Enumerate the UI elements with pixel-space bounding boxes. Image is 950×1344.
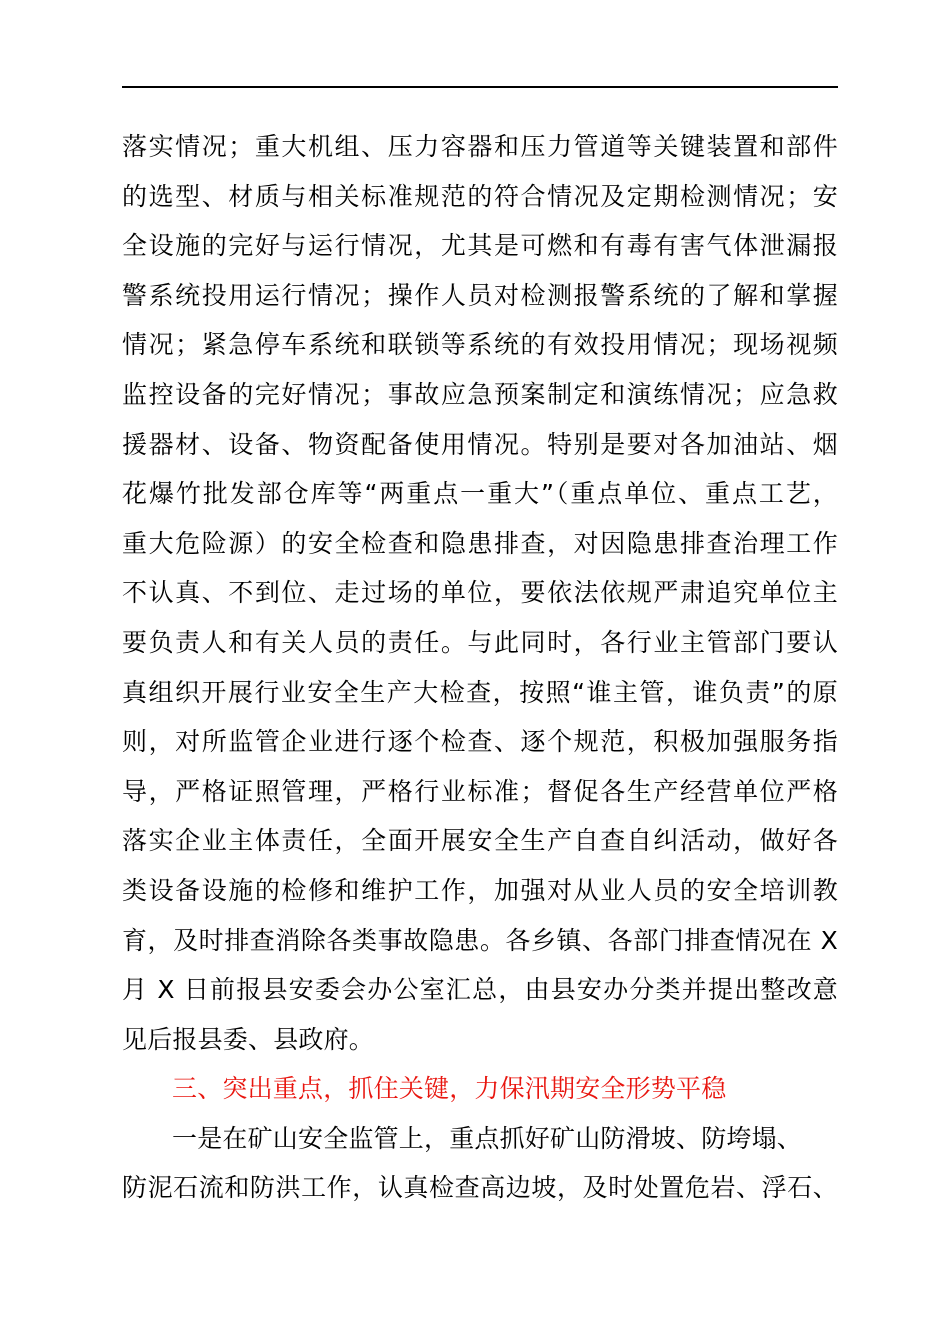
paragraph-line: 月 X 日前报县安委会办公室汇总，由县安办分类并提出整改意 — [122, 975, 838, 1005]
paragraph-line: 援器材、设备、物资配备使用情况。特别是要对各加油站、烟 — [122, 429, 838, 459]
paragraph-line: 监控设备的完好情况；事故应急预案制定和演练情况；应急救 — [122, 379, 838, 409]
section-heading: 三、突出重点，抓住关键，力保汛期安全形势平稳 — [172, 1074, 727, 1104]
paragraph-line: 不认真、不到位、走过场的单位，要依法依规严肃追究单位主 — [122, 578, 838, 608]
paragraph-2 — [122, 1114, 838, 1213]
paragraph-line: 重大危险源）的安全检查和隐患排查，对因隐患排查治理工作 — [122, 528, 838, 558]
paragraph-line: 见后报县委、县政府。 — [122, 1024, 375, 1054]
paragraph-line: 则，对所监管企业进行逐个检查、逐个规范，积极加强服务指 — [122, 727, 838, 757]
header-rule — [122, 86, 838, 88]
paragraph-line: 的选型、材质与相关标准规范的符合情况及定期检测情况；安 — [122, 181, 838, 211]
paragraph-line: 警系统投用运行情况；操作人员对检测报警系统的了解和掌握 — [122, 280, 838, 310]
paragraph-line: 类设备设施的检修和维护工作，加强对从业人员的安全培训教 — [122, 875, 838, 905]
paragraph-line: 育，及时排查消除各类事故隐患。各乡镇、各部门排查情况在 X — [122, 925, 838, 955]
paragraph-line: 真组织开展行业安全生产大检查，按照“谁主管，谁负责”的原 — [122, 677, 838, 707]
paragraph-line: 情况；紧急停车系统和联锁等系统的有效投用情况；现场视频 — [122, 330, 838, 360]
document-body — [122, 122, 838, 1213]
paragraph-line: 落实企业主体责任，全面开展安全生产自查自纠活动，做好各 — [122, 826, 838, 856]
paragraph-line: 全设施的完好与运行情况，尤其是可燃和有毒有害气体泄漏报 — [122, 231, 838, 261]
paragraph-1 — [122, 122, 838, 1064]
paragraph-line: 花爆竹批发部仓库等“两重点一重大”（重点单位、重点工艺， — [122, 479, 838, 509]
paragraph-line: 一是在矿山安全监管上，重点抓好矿山防滑坡、防垮塌、 — [172, 1123, 803, 1153]
paragraph-line: 导，严格证照管理，严格行业标准；督促各生产经营单位严格 — [122, 776, 838, 806]
paragraph-line: 要负责人和有关人员的责任。与此同时，各行业主管部门要认 — [122, 627, 838, 657]
paragraph-line: 落实情况；重大机组、压力容器和压力管道等关键装置和部件 — [122, 132, 838, 161]
paragraph-line: 防泥石流和防洪工作，认真检查高边坡，及时处置危岩、浮石、 — [122, 1173, 838, 1203]
